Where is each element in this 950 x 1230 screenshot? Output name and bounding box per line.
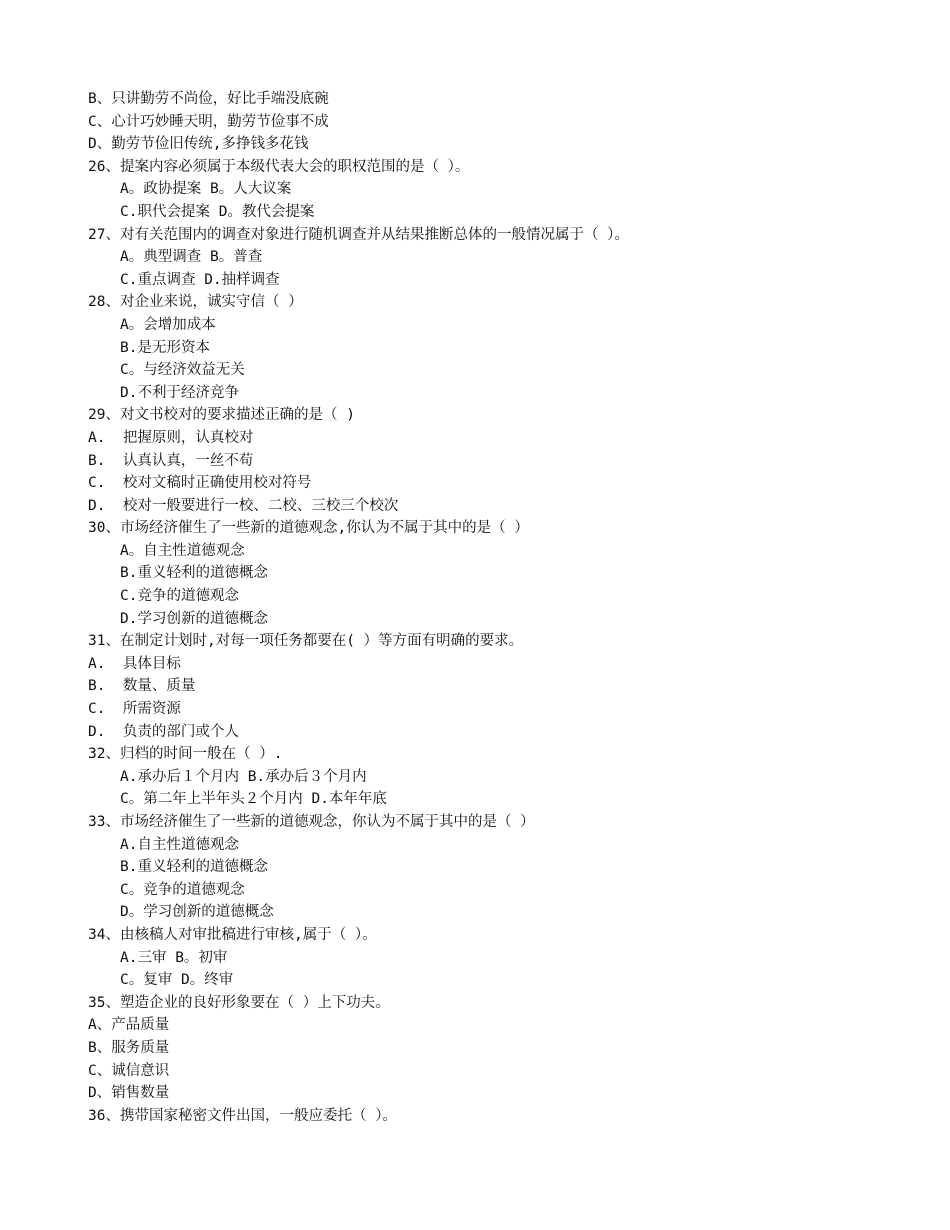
text-line: A.自主性道德观念 xyxy=(120,836,239,853)
text-line: 32、归档的时间一般在（ ）. xyxy=(88,746,283,763)
text-line: C.竞争的道德观念 xyxy=(120,588,239,605)
text-line: C。复审 D。终审 xyxy=(120,972,234,989)
text-line: D、销售数量 xyxy=(88,1085,170,1102)
text-line: A。自主性道德观念 xyxy=(120,542,245,559)
text-line: 31、在制定计划时,对每一项任务都要在( ）等方面有明确的要求。 xyxy=(88,633,524,650)
text-line: D. 校对一般要进行一校、二校、三校三个校次 xyxy=(88,497,399,514)
text-line: C.职代会提案 D。教代会提案 xyxy=(120,203,315,220)
text-line: A. 具体目标 xyxy=(88,655,181,672)
text-line: B.重义轻利的道德概念 xyxy=(120,859,268,876)
text-line: D. 负责的部门或个人 xyxy=(88,723,239,740)
text-line: C、心计巧妙睡天明，勤劳节俭事不成 xyxy=(88,113,329,130)
text-line: A。政协提案 B。人大议案 xyxy=(120,181,292,198)
text-line: C。与经济效益无关 xyxy=(120,362,245,379)
text-line: B. 数量、质量 xyxy=(88,678,196,695)
text-line: A。典型调查 B。普查 xyxy=(120,249,263,266)
text-line: B. 认真认真，一丝不苟 xyxy=(88,452,254,469)
text-line: 27、对有关范围内的调查对象进行随机调查并从结果推断总体的一般情况属于（ ）。 xyxy=(88,226,629,243)
text-line: B.是无形资本 xyxy=(120,339,210,356)
text-line: C. 所需资源 xyxy=(88,701,181,718)
text-line: D.学习创新的道德概念 xyxy=(120,610,268,627)
text-line: B、服务质量 xyxy=(88,1039,170,1056)
text-line: 29、对文书校对的要求描述正确的是（ ) xyxy=(88,407,355,424)
text-line: B.重义轻利的道德概念 xyxy=(120,565,268,582)
text-line: A、产品质量 xyxy=(88,1017,170,1034)
text-line: 35、塑造企业的良好形象要在（ ）上下功夫。 xyxy=(88,994,390,1011)
text-line: C。竞争的道德观念 xyxy=(120,881,245,898)
text-line: D、勤劳节俭旧传统,多挣钱多花钱 xyxy=(88,136,309,153)
text-line: 28、对企业来说，诚实守信（ ） xyxy=(88,294,303,311)
text-line: C。第二年上半年头２个月内 D.本年年底 xyxy=(120,791,387,808)
text-line: A.承办后１个月内 B.承办后３个月内 xyxy=(120,768,367,785)
text-line: 33、市场经济催生了一些新的道德观念，你认为不属于其中的是（ ） xyxy=(88,814,535,830)
text-line: 36、携带国家秘密文件出国，一般应委托（ ）。 xyxy=(88,1107,397,1124)
text-line: C. 校对文稿时正确使用校对符号 xyxy=(88,475,312,492)
text-line: 30、市场经济催生了一些新的道德观念,你认为不属于其中的是（ ） xyxy=(88,520,529,537)
text-line: 26、提案内容必须属于本级代表大会的职权范围的是（ ）。 xyxy=(88,158,470,175)
text-line: A.三审 B。初审 xyxy=(120,949,228,966)
text-line: C.重点调查 D.抽样调查 xyxy=(120,271,280,288)
document-page xyxy=(88,88,908,1127)
text-line: C、诚信意识 xyxy=(88,1062,170,1079)
text-line: B、只讲勤劳不尚俭，好比手端没底碗 xyxy=(88,91,329,107)
text-line: D。学习创新的道德概念 xyxy=(120,904,274,921)
text-line: A。会增加成本 xyxy=(120,316,216,333)
text-line: 34、由核稿人对审批稿进行审核,属于（ ）。 xyxy=(88,926,377,943)
text-line: D.不利于经济竞争 xyxy=(120,384,239,401)
text-line: A. 把握原则，认真校对 xyxy=(88,429,254,446)
